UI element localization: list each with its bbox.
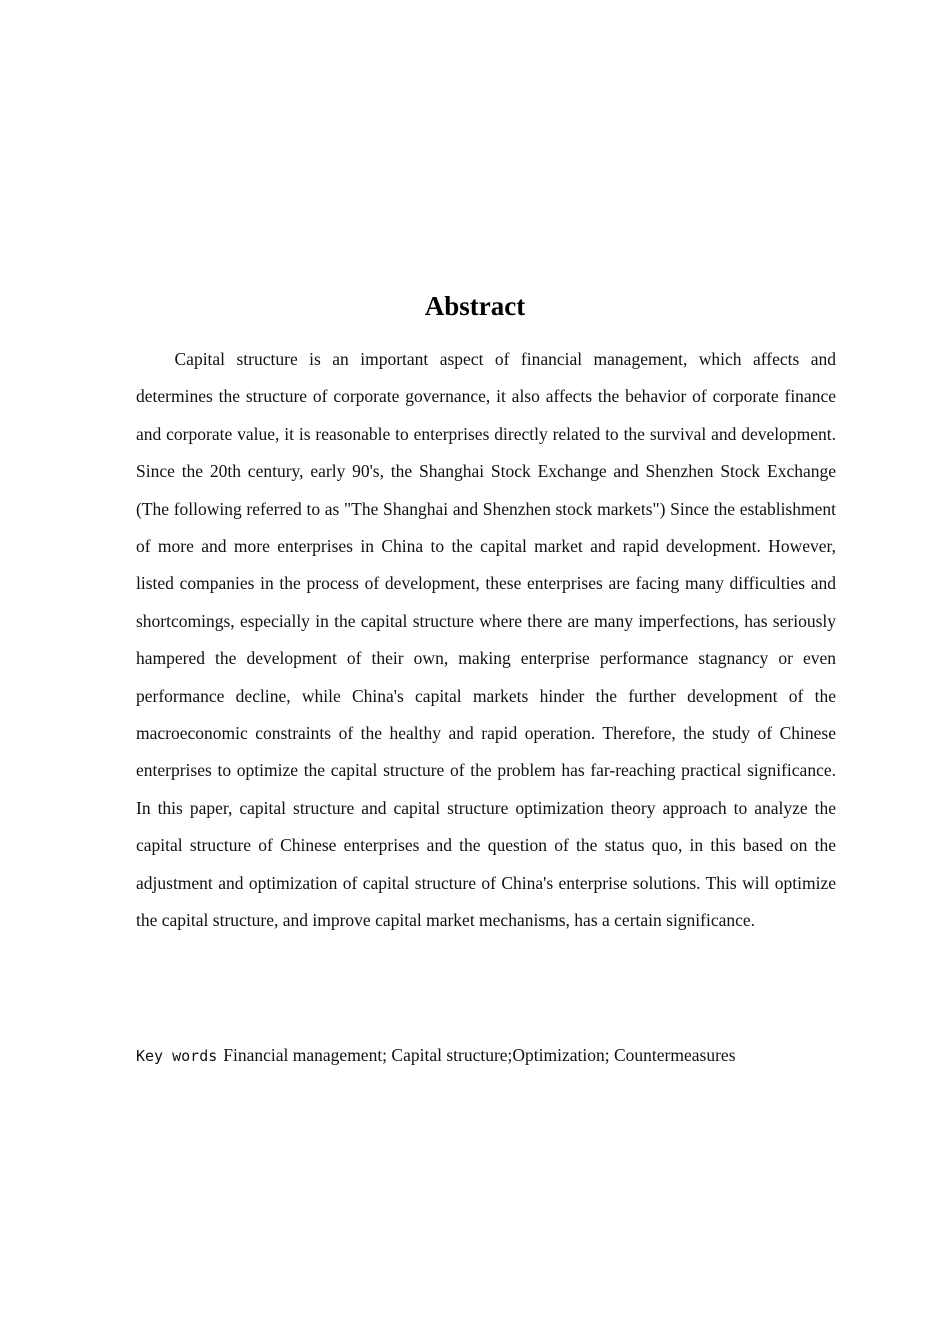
keywords-line xyxy=(136,1040,836,1071)
keywords-label: Key words xyxy=(136,1047,218,1065)
keywords-list: Financial management; Capital structure;Optimization; Countermeasures xyxy=(223,1045,736,1065)
abstract-title: Abstract xyxy=(424,291,526,321)
abstract-paragraph: Capital structure is an important aspect of financial management, which affects and determines the structure of corporate governance, it also affects the behavior of corporate finance and corporate value, it is reasonable to enterprises directly related to the survival and development. Since the 20th century, early 90's, the Shanghai Stock Exchange and Shenzhen Stock Exchange (The following referred to as "The Shanghai and Shenzhen stock markets") Since the establishment of more and more enterprises in China to the capital market and rapid development. However, listed companies in the process of development, these enterprises are facing many difficulties and shortcomings, especially in the capital structure where there are many imperfections, has seriously hampered the development of their own, making enterprise performance stagnancy or even performance decline, while China's capital markets hinder the further development of the macroeconomic constraints of the healthy and rapid operation. Therefore, the study of Chinese enterprises to optimize the capital structure of the problem has far-reaching practical significance. In this paper, capital structure and capital structure optimization theory approach to analyze the capital structure of Chinese enterprises and the question of the status quo, in this based on the adjustment and optimization of capital structure of China's enterprise solutions. This will optimize the capital structure, and improve capital market mechanisms, has a certain significance. xyxy=(136,349,836,931)
